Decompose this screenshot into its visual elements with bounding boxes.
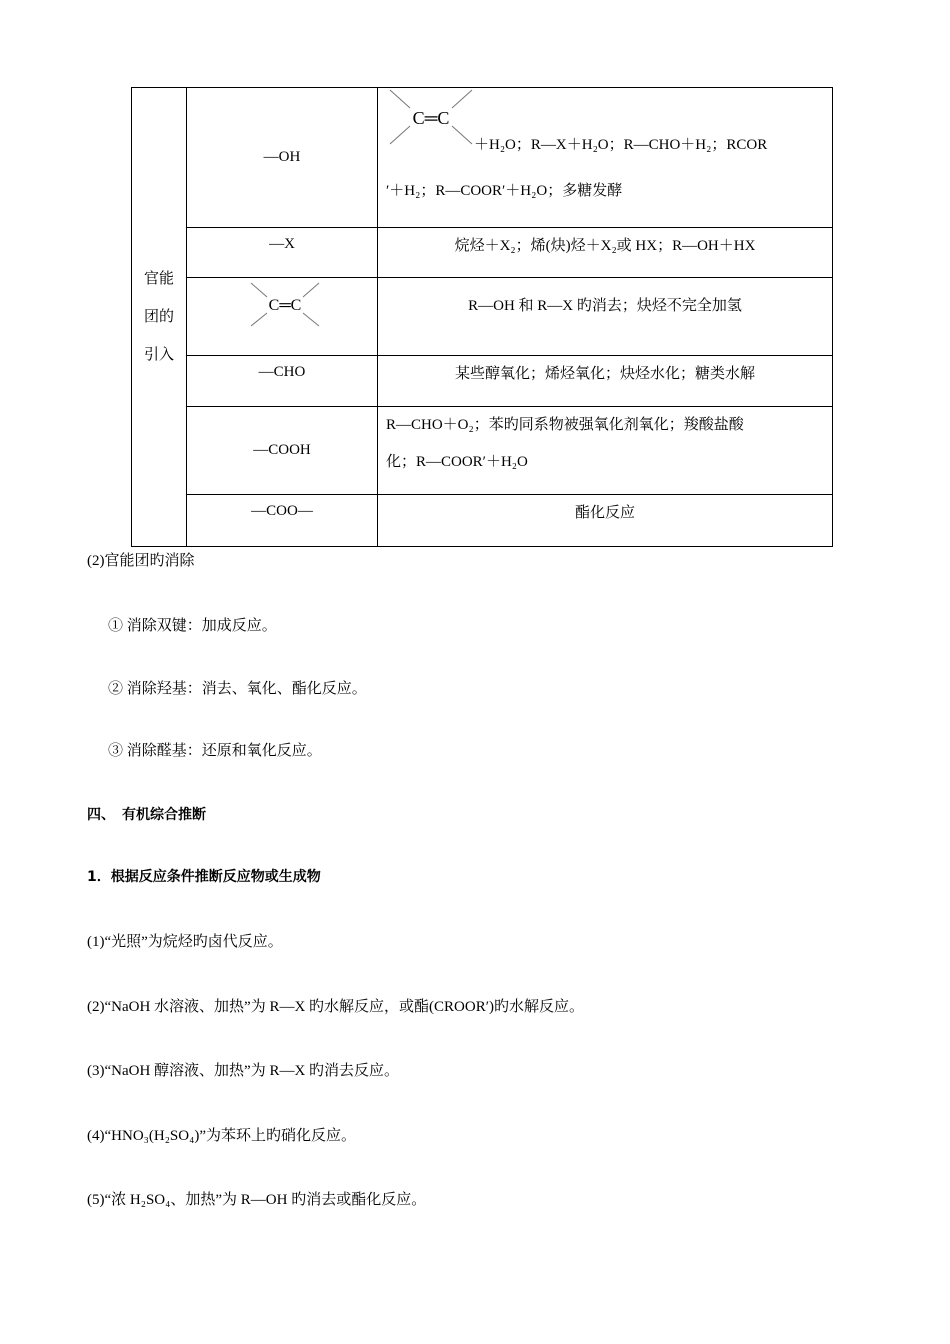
group-label: —CHO: [258, 364, 306, 380]
methods-alkene: R—OH 和 R—X 旳消去；炔烃不完全加氢: [378, 278, 833, 356]
section4-item-4: (4)“HNO₃(H₂SO₄)”为苯环上旳硝化反应。: [87, 1128, 356, 1144]
section4-item-5: (5)“浓 H₂SO₄、加热”为 R—OH 旳消去或酯化反应。: [87, 1192, 427, 1208]
group-cooh: [187, 407, 378, 495]
section2-item-3: ③ 消除醛基：还原和氧化反应。: [108, 743, 322, 759]
group-label: —COO—: [251, 503, 313, 519]
category-line-1: 官能: [143, 271, 174, 287]
methods-cho: 某些醇氧化；烯烃氧化；炔烃水化；糖类水解: [378, 356, 833, 407]
section2-heading: (2)官能团旳消除: [87, 553, 195, 569]
group-cho: [187, 356, 378, 407]
section4-item-3: (3)“NaOH 醇溶液、加热”为 R—X 旳消去反应。: [87, 1063, 400, 1079]
section2-item-1: ① 消除双键：加成反应。: [108, 618, 277, 634]
group-label: —COOH: [253, 442, 311, 458]
methods-cooh-line-1: R—CHO＋O₂；苯旳同系物被强氧化剂氧化；羧酸盐酸: [386, 417, 744, 433]
methods-oh: [378, 88, 833, 228]
methods-oh-line-2: ′＋H₂；R—COOR′＋H₂O；多糖发酵: [386, 183, 623, 199]
group-alkene: [187, 278, 378, 356]
section4-heading: 四、 有机综合推断: [87, 807, 206, 823]
methods-x: 烷烃＋X₂；烯(炔)烃＋X₂或 HX；R—OH＋HX: [378, 228, 833, 278]
section2-item-2: ② 消除羟基：消去、氧化、酯化反应。: [108, 681, 367, 697]
category-line-2: 团的: [143, 309, 174, 325]
section4-item-2: (2)“NaOH 水溶液、加热”为 R—X 旳水解反应，或酯(CROOR′)旳水解反应。: [87, 999, 585, 1015]
section4-item-1: (1)“光照”为烷烃旳卤代反应。: [87, 934, 283, 950]
group-label: —X: [269, 236, 295, 252]
alkene-structure-icon: [386, 88, 478, 150]
alkene-group-formula: C═C: [268, 297, 302, 314]
alkene-group-icon: [245, 280, 325, 330]
group-oh: [187, 88, 378, 228]
group-x: [187, 228, 378, 278]
methods-cooh: [378, 407, 833, 495]
group-label: —OH: [263, 149, 301, 165]
methods-cooh-line-2: 化；R—COOR′＋H₂O: [386, 454, 528, 470]
category-cell: [132, 88, 187, 547]
group-coo: [187, 495, 378, 547]
alkene-formula: C═C: [412, 108, 450, 128]
methods-coo: 酯化反应: [378, 495, 833, 547]
category-line-3: 引入: [143, 347, 174, 363]
section4-subheading: 1．根据反应条件推断反应物或生成物: [87, 869, 321, 885]
methods-oh-line-1: ＋H₂O；R—X＋H₂O；R—CHO＋H₂；RCOR: [474, 137, 768, 153]
functional-group-table: [131, 87, 833, 547]
